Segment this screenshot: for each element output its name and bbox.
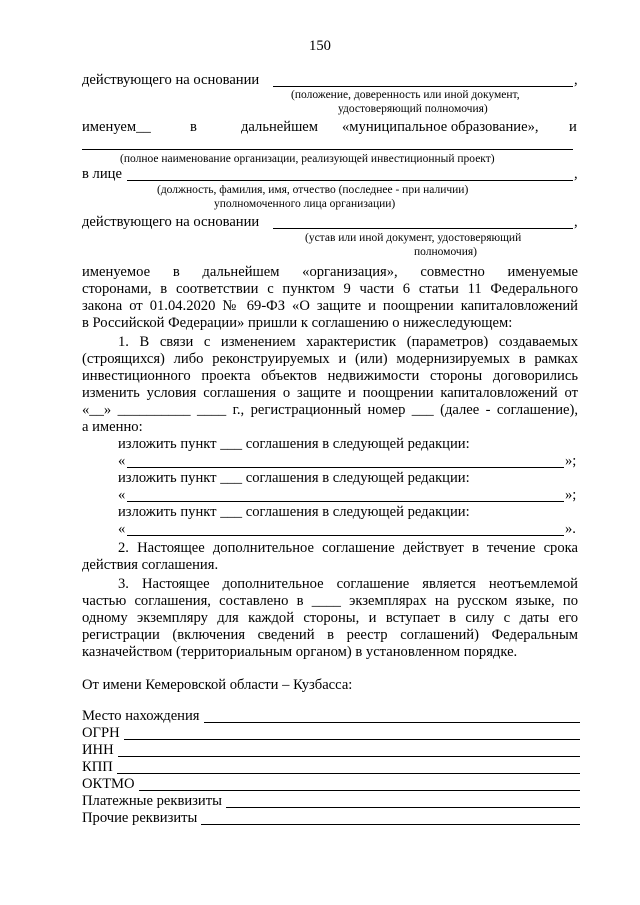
in-person-comma: , <box>574 166 578 182</box>
requisite-row <box>82 776 580 793</box>
requisite-blank <box>226 807 580 808</box>
amendment-3-close-quote: ». <box>565 521 576 537</box>
clause3-line-4: регистрации (включения сведений в реестр соглашений) Федеральным <box>82 627 578 643</box>
organization-name-blank <box>82 149 573 150</box>
page-number: 150 <box>309 38 331 54</box>
requisite-label: ИНН <box>82 742 114 758</box>
requisite-blank <box>124 739 580 740</box>
clause1-line-2: (строящихся) либо реконструируемых и (или) модернизируемых в рамках <box>82 351 578 367</box>
person-note-line2: уполномоченного лица организации) <box>214 198 396 210</box>
requisite-label: ОГРН <box>82 725 120 741</box>
amendment-1-label: изложить пункт ___ соглашения в следующей редакции: <box>118 436 470 452</box>
clause3-line-1: 3. Настоящее дополнительное соглашение является неотъемлемой <box>118 576 578 592</box>
amendment-3-blank <box>127 535 564 536</box>
clause1-line-3: инвестиционного проекта объектов недвижимости стороны договорились <box>82 368 578 384</box>
amendment-2-open-quote: « <box>118 487 126 503</box>
acting-basis-2-label: действующего на основании <box>82 214 260 230</box>
named-word-2: в <box>190 119 197 135</box>
intro-line-3: закона от 01.04.2020 № 69-ФЗ «О защите и поощрении капиталовложений <box>82 298 578 314</box>
clause2-line-1: 2. Настоящее дополнительное соглашение действует в течение срока <box>118 540 578 556</box>
requisite-label: Место нахождения <box>82 708 200 724</box>
named-word-4: «муниципальное образование», <box>342 119 539 135</box>
intro-line-1: именуемое в дальнейшем «организация», совместно именуемые <box>82 264 578 280</box>
requisite-row <box>82 708 580 725</box>
requisite-blank <box>117 773 580 774</box>
amendment-2-label: изложить пункт ___ соглашения в следующей редакции: <box>118 470 470 486</box>
clause3-line-5: казначейством (территориальным органом) в установленном порядке. <box>82 644 518 660</box>
intro-line-2: сторонами, в соответствии с пунктом 9 части 6 статьи 11 Федерального <box>82 281 578 297</box>
signature-heading: От имени Кемеровской области – Кузбасса: <box>82 677 353 693</box>
amendment-3-label: изложить пункт ___ соглашения в следующей редакции: <box>118 504 470 520</box>
requisite-row <box>82 742 580 759</box>
amendment-3-open-quote: « <box>118 521 126 537</box>
basis-note-line1: (положение, доверенность или иной документ, <box>291 89 520 101</box>
requisite-row <box>82 759 580 776</box>
basis-2-note-line2: полномочия) <box>414 246 477 258</box>
person-note-line1: (должность, фамилия, имя, отчество (последнее - при наличии) <box>157 184 469 196</box>
requisite-label: Прочие реквизиты <box>82 810 198 826</box>
clause1-line-1: 1. В связи с изменением характеристик (параметров) создаваемых <box>118 334 578 350</box>
amendment-1-close-quote: »; <box>565 453 577 469</box>
amendment-1-open-quote: « <box>118 453 126 469</box>
clause3-line-2: частью соглашения, составлено в ____ экземплярах на русском языке, по <box>82 593 578 609</box>
amendment-2-blank <box>127 501 564 502</box>
intro-line-4: в Российской Федерации» пришли к соглашению о нижеследующем: <box>82 315 513 331</box>
clause1-line-6: а именно: <box>82 419 143 435</box>
named-word-5: и <box>569 119 577 135</box>
named-word-3: дальнейшем <box>241 119 319 135</box>
basis-2-note-line1: (устав или иной документ, удостоверяющий <box>305 232 522 244</box>
acting-basis-comma: , <box>574 72 578 88</box>
acting-basis-label: действующего на основании <box>82 72 260 88</box>
in-person-label: в лице <box>82 166 122 182</box>
requisite-blank <box>139 790 580 791</box>
acting-basis-2-comma: , <box>574 214 578 230</box>
requisite-blank <box>204 722 580 723</box>
named-word-1: именуем__ <box>82 119 151 135</box>
clause1-line-4: изменить условия соглашения о защите и поощрении капиталовложений от <box>82 385 578 401</box>
person-blank <box>127 180 573 181</box>
basis-note-line2: удостоверяющий полномочия) <box>338 103 488 115</box>
requisite-blank <box>201 824 580 825</box>
requisite-row <box>82 725 580 742</box>
requisite-row <box>82 793 580 810</box>
amendment-1-blank <box>127 467 564 468</box>
organization-note: (полное наименование организации, реализующей инвестиционный проект) <box>120 153 495 165</box>
clause3-line-3: одному экземпляру для каждой стороны, и вступает в силу с даты его <box>82 610 578 626</box>
amendment-2-close-quote: »; <box>565 487 577 503</box>
clause2-line-2: действия соглашения. <box>82 557 219 573</box>
acting-basis-2-blank <box>273 228 573 229</box>
requisite-blank <box>118 756 580 757</box>
clause1-line-5: «__» __________ ____ г., регистрационный номер ___ (далее - соглашение), <box>82 402 578 418</box>
requisite-row <box>82 810 580 827</box>
acting-basis-blank <box>273 86 573 87</box>
requisite-label: Платежные реквизиты <box>82 793 222 809</box>
requisite-label: ОКТМО <box>82 776 135 792</box>
requisite-label: КПП <box>82 759 113 775</box>
